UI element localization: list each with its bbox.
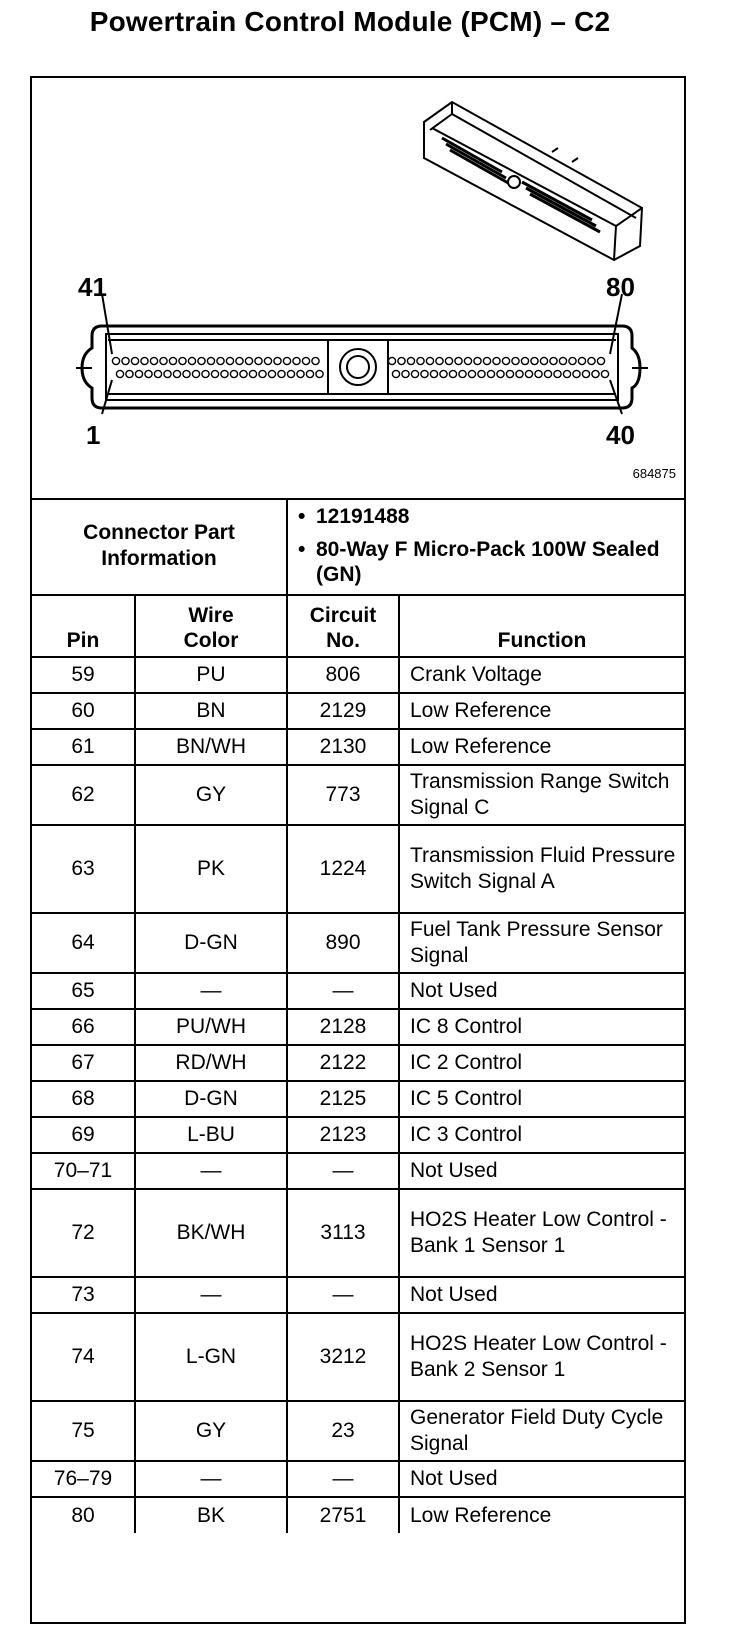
pin-hole <box>202 370 209 377</box>
wire-color-cell: — <box>135 1277 287 1313</box>
pin-hole <box>188 357 195 364</box>
pin-hole <box>312 357 319 364</box>
function-cell: IC 8 Control <box>399 1009 684 1045</box>
pin-hole <box>211 370 218 377</box>
pin-hole <box>531 357 538 364</box>
header-circuit-no <box>287 595 399 657</box>
function-cell: Transmission Fluid Pressure Switch Signal A <box>399 825 684 913</box>
pin-hole <box>278 370 285 377</box>
pin-hole <box>502 357 509 364</box>
table-row <box>32 1277 684 1313</box>
pin-cell: 75 <box>32 1401 135 1461</box>
pin-hole <box>512 357 519 364</box>
circuit-cell: 2122 <box>287 1045 399 1081</box>
function-cell: HO2S Heater Low Control - Bank 1 Sensor 1 <box>399 1189 684 1277</box>
table-row <box>32 1009 684 1045</box>
wire-color-cell: — <box>135 973 287 1009</box>
table-row <box>32 693 684 729</box>
function-cell: Low Reference <box>399 729 684 765</box>
part-number: 12191488 <box>316 505 410 528</box>
connector-diagram <box>32 78 684 500</box>
wire-color-cell: D-GN <box>135 913 287 973</box>
function-cell: Transmission Range Switch Signal C <box>399 765 684 825</box>
table-row <box>32 657 684 693</box>
circuit-cell: 2129 <box>287 693 399 729</box>
circuit-cell: 1224 <box>287 825 399 913</box>
pin-hole <box>559 357 566 364</box>
pin-hole <box>497 370 504 377</box>
function-cell: Not Used <box>399 973 684 1009</box>
pin-cell: 62 <box>32 765 135 825</box>
pin-cell: 73 <box>32 1277 135 1313</box>
connector-sheet <box>30 76 686 1624</box>
pin-hole <box>164 370 171 377</box>
circuit-cell: — <box>287 1153 399 1189</box>
circuit-cell: 23 <box>287 1401 399 1461</box>
circuit-cell: 3113 <box>287 1189 399 1277</box>
header-circuit-no-text: Circuit No. <box>309 604 377 652</box>
pin-hole <box>588 357 595 364</box>
connector-info-label <box>32 498 288 594</box>
pin-hole <box>150 357 157 364</box>
pin-hole <box>569 357 576 364</box>
pin-hole <box>459 370 466 377</box>
pin-hole <box>417 357 424 364</box>
table-row <box>32 913 684 973</box>
wire-color-cell: BK <box>135 1497 287 1533</box>
pin-hole <box>421 370 428 377</box>
header-wire-color-text: Wire Color <box>183 604 239 652</box>
connector-info-values <box>298 504 678 587</box>
pin-hole <box>240 370 247 377</box>
pin-hole <box>582 370 589 377</box>
pin-hole <box>516 370 523 377</box>
wire-color-cell: GY <box>135 765 287 825</box>
pin-hole <box>192 370 199 377</box>
pin-cell: 63 <box>32 825 135 913</box>
pin-cell: 66 <box>32 1009 135 1045</box>
circuit-cell: 806 <box>287 657 399 693</box>
connector-part-info <box>32 498 684 596</box>
pin-hole <box>135 370 142 377</box>
part-number-row <box>298 504 678 529</box>
function-cell: Not Used <box>399 1277 684 1313</box>
pin-hole <box>306 370 313 377</box>
table-row <box>32 1313 684 1401</box>
wire-color-cell: BN/WH <box>135 729 287 765</box>
pin-cell: 68 <box>32 1081 135 1117</box>
pin-hole <box>455 357 462 364</box>
circuit-cell: — <box>287 973 399 1009</box>
pin-cell: 60 <box>32 693 135 729</box>
function-cell: Fuel Tank Pressure Sensor Signal <box>399 913 684 973</box>
pin-hole <box>255 357 262 364</box>
pin-cell: 69 <box>32 1117 135 1153</box>
pin-hole <box>283 357 290 364</box>
header-pin: Pin <box>32 595 135 657</box>
function-cell: HO2S Heater Low Control - Bank 2 Sensor 1 <box>399 1313 684 1401</box>
pin-hole <box>426 357 433 364</box>
circuit-cell: 773 <box>287 765 399 825</box>
pin-hole <box>487 370 494 377</box>
pin-hole <box>540 357 547 364</box>
table-row <box>32 1189 684 1277</box>
pin-hole <box>173 370 180 377</box>
pin-hole <box>274 357 281 364</box>
circuit-cell: — <box>287 1277 399 1313</box>
wire-color-cell: PU/WH <box>135 1009 287 1045</box>
pin-hole <box>226 357 233 364</box>
pin-hole <box>230 370 237 377</box>
wire-color-cell: PK <box>135 825 287 913</box>
pin-hole <box>145 370 152 377</box>
wire-color-cell: — <box>135 1153 287 1189</box>
wire-color-cell: L-BU <box>135 1117 287 1153</box>
pin-hole <box>112 357 119 364</box>
pin-hole <box>550 357 557 364</box>
pin-hole <box>478 370 485 377</box>
function-cell: Not Used <box>399 1461 684 1497</box>
pin-hole <box>436 357 443 364</box>
pin-hole <box>597 357 604 364</box>
wire-color-cell: RD/WH <box>135 1045 287 1081</box>
bullet-icon: • <box>298 505 306 528</box>
pin-hole <box>464 357 471 364</box>
pin-hole <box>474 357 481 364</box>
function-cell: IC 2 Control <box>399 1045 684 1081</box>
pin-hole <box>430 370 437 377</box>
circuit-cell: 2123 <box>287 1117 399 1153</box>
table-row <box>32 1045 684 1081</box>
circuit-cell: 890 <box>287 913 399 973</box>
pin-hole <box>287 370 294 377</box>
header-wire-color <box>135 595 287 657</box>
function-cell: Low Reference <box>399 1497 684 1533</box>
function-cell: IC 5 Control <box>399 1081 684 1117</box>
pin-hole <box>402 370 409 377</box>
pin-hole <box>207 357 214 364</box>
pin-cell: 65 <box>32 973 135 1009</box>
connector-description-row <box>298 537 678 587</box>
connector-info-label-text: Connector Part Information <box>83 521 235 570</box>
pin-label-top-left: 41 <box>78 272 107 302</box>
pin-hole <box>398 357 405 364</box>
connector-illustration <box>32 78 684 498</box>
pin-hole <box>268 370 275 377</box>
pin-hole <box>601 370 608 377</box>
pin-cell: 59 <box>32 657 135 693</box>
pin-hole <box>198 357 205 364</box>
pin-cell: 74 <box>32 1313 135 1401</box>
pin-hole <box>449 370 456 377</box>
pin-hole <box>302 357 309 364</box>
pin-hole <box>573 370 580 377</box>
pin-hole <box>563 370 570 377</box>
pin-hole <box>169 357 176 364</box>
pin-label-top-right: 80 <box>606 272 635 302</box>
circuit-cell: 2125 <box>287 1081 399 1117</box>
pin-hole <box>468 370 475 377</box>
pin-hole <box>245 357 252 364</box>
pin-hole <box>525 370 532 377</box>
pin-hole <box>411 370 418 377</box>
wire-color-cell: BK/WH <box>135 1189 287 1277</box>
pin-cell: 76–79 <box>32 1461 135 1497</box>
pin-hole <box>264 357 271 364</box>
pin-hole <box>388 357 395 364</box>
pin-hole <box>179 357 186 364</box>
pin-table <box>32 594 684 1533</box>
bullet-icon: • <box>298 538 306 561</box>
page-title: Powertrain Control Module (PCM) – C2 <box>89 6 611 37</box>
pin-cell: 64 <box>32 913 135 973</box>
pin-hole <box>217 357 224 364</box>
table-row <box>32 729 684 765</box>
wire-color-cell: BN <box>135 693 287 729</box>
pin-hole <box>160 357 167 364</box>
pin-hole <box>521 357 528 364</box>
pin-label-bottom-right: 40 <box>606 420 635 450</box>
pin-label-bottom-left: 1 <box>86 420 101 450</box>
pin-cell: 80 <box>32 1497 135 1533</box>
pin-hole <box>578 357 585 364</box>
pin-hole <box>259 370 266 377</box>
pin-cell: 67 <box>32 1045 135 1081</box>
connector-3d-view <box>424 102 642 260</box>
table-row <box>32 1497 684 1533</box>
pin-hole <box>126 370 133 377</box>
table-header-row <box>32 595 684 657</box>
pin-hole <box>483 357 490 364</box>
circuit-cell: 2130 <box>287 729 399 765</box>
table-row <box>32 973 684 1009</box>
function-cell: Low Reference <box>399 693 684 729</box>
function-cell: IC 3 Control <box>399 1117 684 1153</box>
circuit-cell: 2751 <box>287 1497 399 1533</box>
pin-hole <box>221 370 228 377</box>
pin-hole <box>154 370 161 377</box>
header-function: Function <box>399 595 684 657</box>
table-row <box>32 1153 684 1189</box>
pin-hole <box>316 370 323 377</box>
table-row <box>32 1401 684 1461</box>
pin-hole <box>440 370 447 377</box>
pin-hole <box>183 370 190 377</box>
table-row <box>32 1461 684 1497</box>
wire-color-cell: — <box>135 1461 287 1497</box>
pin-hole <box>293 357 300 364</box>
wire-color-cell: GY <box>135 1401 287 1461</box>
wire-color-cell: L-GN <box>135 1313 287 1401</box>
pin-hole <box>506 370 513 377</box>
function-cell: Generator Field Duty Cycle Signal <box>399 1401 684 1461</box>
function-cell: Crank Voltage <box>399 657 684 693</box>
pin-hole <box>116 370 123 377</box>
table-row <box>32 1081 684 1117</box>
pin-hole <box>493 357 500 364</box>
circuit-cell: 2128 <box>287 1009 399 1045</box>
connector-description: 80-Way F Micro-Pack 100W Sealed (GN) <box>316 538 660 586</box>
pin-cell: 61 <box>32 729 135 765</box>
figure-number: 684875 <box>632 466 676 481</box>
pin-hole <box>535 370 542 377</box>
wire-color-cell: D-GN <box>135 1081 287 1117</box>
pin-hole <box>141 357 148 364</box>
table-row <box>32 1117 684 1153</box>
pin-hole <box>249 370 256 377</box>
pin-hole <box>407 357 414 364</box>
pin-hole <box>122 357 129 364</box>
pin-cell: 70–71 <box>32 1153 135 1189</box>
function-cell: Not Used <box>399 1153 684 1189</box>
circuit-cell: — <box>287 1461 399 1497</box>
table-row <box>32 825 684 913</box>
pin-hole <box>392 370 399 377</box>
pin-cell: 72 <box>32 1189 135 1277</box>
pin-hole <box>554 370 561 377</box>
pin-hole <box>544 370 551 377</box>
pin-hole <box>445 357 452 364</box>
table-row <box>32 765 684 825</box>
connector-face <box>76 326 648 408</box>
wire-color-cell: PU <box>135 657 287 693</box>
circuit-cell: 3212 <box>287 1313 399 1401</box>
pin-hole <box>297 370 304 377</box>
pin-hole <box>236 357 243 364</box>
pin-hole <box>592 370 599 377</box>
pin-hole <box>131 357 138 364</box>
